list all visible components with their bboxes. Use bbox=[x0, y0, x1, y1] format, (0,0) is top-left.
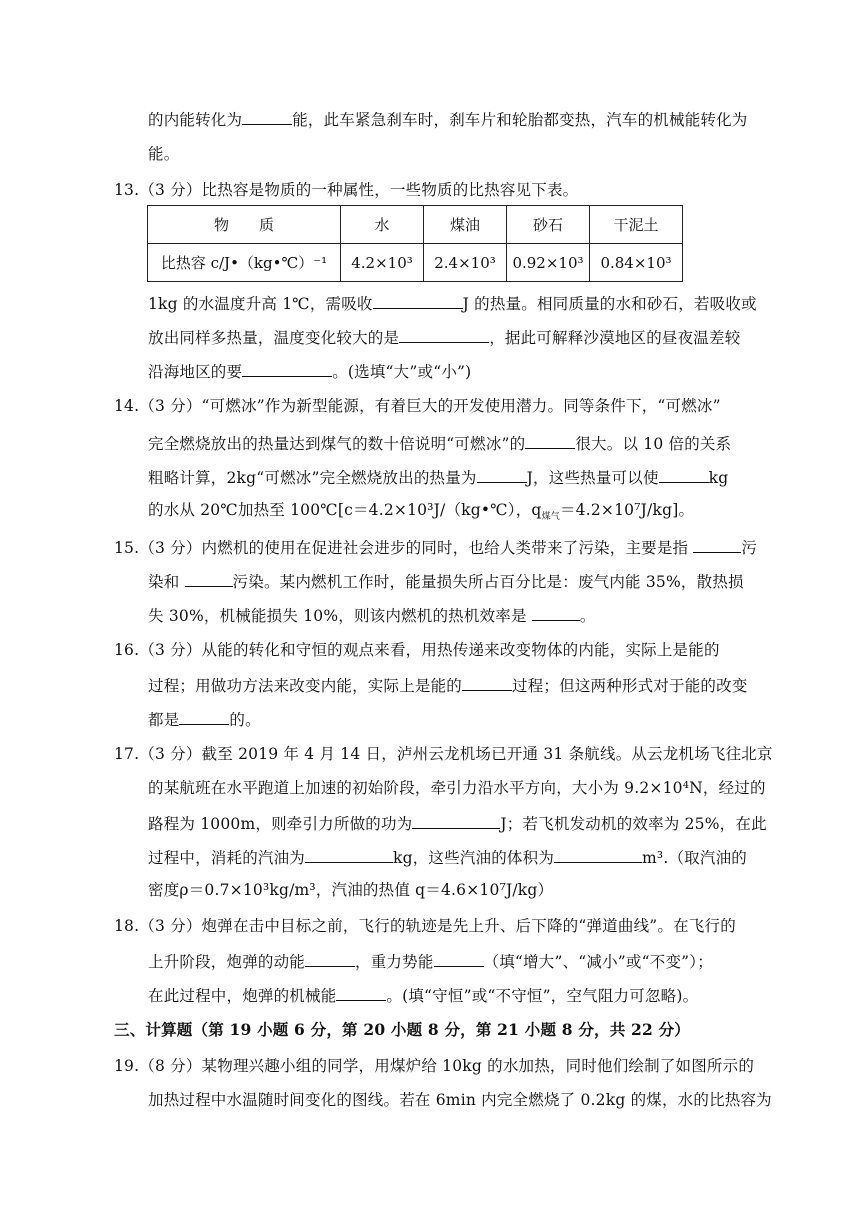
answer-blank bbox=[434, 950, 484, 967]
text-line: 失 30%，机械能损失 10%，则该内燃机的热机效率是 。 bbox=[148, 604, 596, 626]
answer-blank bbox=[179, 708, 229, 725]
question-18: 18.（3 分）炮弹在击中目标之前，飞行的轨迹是先上升、后下降的“弹道曲线”。在飞行的 bbox=[114, 917, 736, 935]
table-header: 煤油 bbox=[424, 206, 507, 244]
answer-blank bbox=[693, 536, 741, 553]
text-line: 在此过程中，炮弹的机械能 。(填“守恒”或“不守恒”，空气阻力可忽略)。 bbox=[148, 984, 698, 1006]
answer-blank bbox=[477, 466, 527, 483]
text-line: 都是 的。 bbox=[148, 708, 261, 730]
table-row-label: 比热容 c/J•（kg•℃）⁻¹ bbox=[148, 244, 341, 282]
table-header-row bbox=[148, 206, 683, 244]
answer-blank bbox=[305, 846, 393, 863]
table-cell: 4.2×10³ bbox=[341, 244, 424, 282]
text-line: 密度ρ＝0.7×10³kg/m³，汽油的热值 q＝4.6×10⁷J/kg） bbox=[148, 881, 554, 899]
text-line: 完全燃烧放出的热量达到煤气的数十倍说明“可燃冰”的 很大。以 10 倍的关系 bbox=[148, 432, 731, 454]
answer-blank bbox=[532, 604, 580, 621]
table-header: 干泥土 bbox=[590, 206, 683, 244]
specific-heat-table bbox=[147, 205, 683, 282]
table-header: 水 bbox=[341, 206, 424, 244]
question-15: 15.（3 分）内燃机的使用在促进社会进步的同时，也给人类带来了污染，主要是指 污 bbox=[114, 536, 757, 558]
answer-blank bbox=[242, 108, 292, 125]
answer-blank bbox=[525, 432, 575, 449]
answer-blank bbox=[185, 570, 233, 587]
table-cell: 0.92×10³ bbox=[507, 244, 590, 282]
question-14: 14.（3 分）“可燃冰”作为新型能源，有着巨大的开发使用潜力。同等条件下，“可燃冰” bbox=[114, 397, 721, 415]
table-cell: 2.4×10³ bbox=[424, 244, 507, 282]
table-cell: 0.84×10³ bbox=[590, 244, 683, 282]
text-line: 的水从 20℃加热至 100℃[c＝4.2×10³J/（kg•℃），$q_{煤气}=4.2\times 10^7J/kg$]。 bbox=[148, 501, 695, 523]
table-header: 物 质 bbox=[148, 206, 341, 244]
text-line: 染和 污染。某内燃机工作时，能量损失所占百分比是：废气内能 35%，散热损 bbox=[148, 570, 744, 592]
text-line: 加热过程中水温随时间变化的图线。若在 6min 内完全燃烧了 0.2kg 的煤，水的比热容为 bbox=[148, 1091, 772, 1109]
question-17: 17.（3 分）截至 2019 年 4 月 14 日，泸州云龙机场已开通 31 条航线。从云龙机场飞往北京 bbox=[114, 745, 773, 763]
answer-blank bbox=[399, 326, 489, 343]
text-line: 能。 bbox=[148, 145, 180, 163]
table-header: 砂石 bbox=[507, 206, 590, 244]
text-line: 上升阶段，炮弹的动能 ，重力势能 （填“增大”、“减小”或“不变”）； bbox=[148, 950, 713, 972]
answer-blank bbox=[242, 360, 332, 377]
text-line: 沿海地区的要 。(选填“大”或“小”) bbox=[148, 360, 471, 382]
text-line: 过程；用做功方法来改变内能，实际上是能的 过程；但这两种形式对于能的改变 bbox=[148, 674, 748, 696]
text-line: 过程中，消耗的汽油为 kg，这些汽油的体积为 m³.（取汽油的 bbox=[148, 846, 747, 868]
text-line: 1kg 的水温度升高 1℃，需吸收 J 的热量。相同质量的水和砂石，若吸收或 bbox=[148, 292, 757, 314]
text-line: 的某航班在水平跑道上加速的初始阶段，牵引力沿水平方向，大小为 9.2×10⁴N，经过的 bbox=[148, 779, 766, 797]
table-row bbox=[148, 244, 683, 282]
text-line: 放出同样多热量，温度变化较大的是 ，据此可解释沙漠地区的昼夜温差较 bbox=[148, 326, 740, 348]
text-line: 粗略计算，2kg“可燃冰”完全燃烧放出的热量为 J，这些热量可以使 kg bbox=[148, 466, 728, 488]
answer-blank bbox=[659, 466, 709, 483]
answer-blank bbox=[305, 950, 355, 967]
answer-blank bbox=[373, 292, 463, 309]
answer-blank bbox=[336, 984, 386, 1001]
text-line: 的内能转化为 能，此车紧急刹车时，刹车片和轮胎都变热，汽车的机械能转化为 bbox=[148, 108, 748, 130]
question-19: 19.（8 分）某物理兴趣小组的同学，用煤炉给 10kg 的水加热，同时他们绘制了如图所示的 bbox=[114, 1057, 755, 1075]
answer-blank bbox=[412, 812, 500, 829]
answer-blank bbox=[554, 846, 642, 863]
text-line: 路程为 1000m，则牵引力所做的功为 J；若飞机发动机的效率为 25%，在此 bbox=[148, 812, 767, 834]
question-16: 16.（3 分）从能的转化和守恒的观点来看，用热传递来改变物体的内能，实际上是能的 bbox=[114, 641, 720, 659]
section-heading: 三、计算题（第 19 小题 6 分，第 20 小题 8 分，第 21 小题 8 分，共 22 分） bbox=[114, 1020, 690, 1039]
question-13: 13.（3 分）比热容是物质的一种属性，一些物质的比热容见下表。 bbox=[114, 181, 579, 199]
answer-blank bbox=[462, 674, 512, 691]
